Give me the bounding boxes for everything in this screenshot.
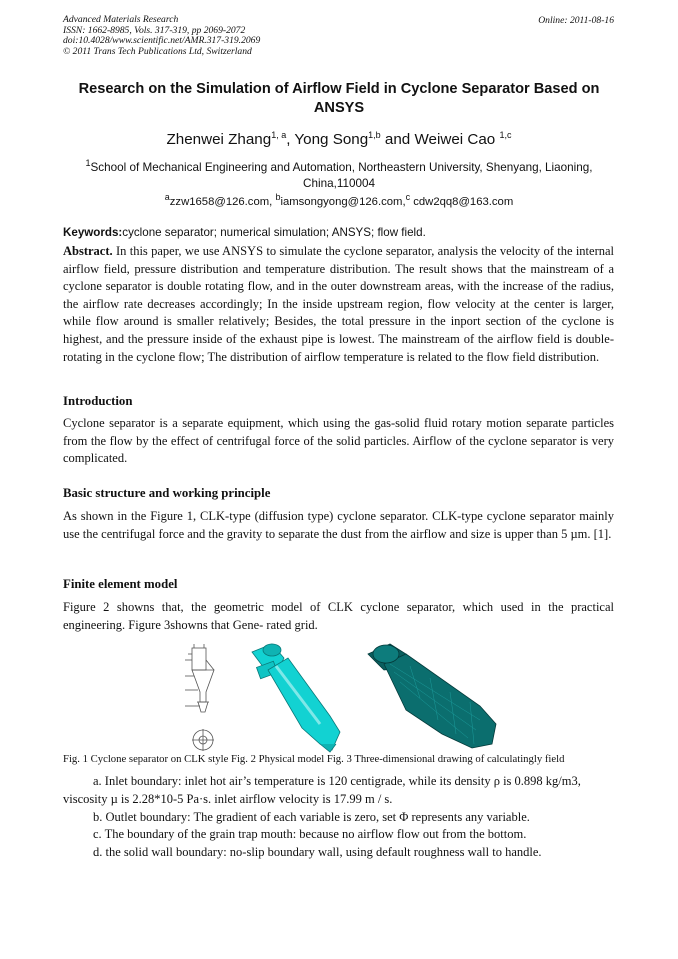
author-name: Yong Song: [294, 131, 369, 149]
keywords-text: cyclone separator; numerical simulation; ANSYS; flow field.: [122, 226, 426, 239]
finite-element-paragraph: Figure 2 showns that, the geometric model of CLK cyclone separator, which used in the practical engineering. Figure 3showns that Gene- rated grid.: [63, 600, 614, 632]
author-sup: 1, a: [271, 130, 287, 140]
affiliation-text: School of Mechanical Engineering and Automation, Northeastern University, Shenyang, Liaoning, China,110004: [90, 160, 593, 190]
author-sup: 1,b: [368, 130, 381, 140]
issn-line: ISSN: 1662-8985, Vols. 317-319, pp 2069-2072: [63, 24, 246, 36]
paper-title: Research on the Simulation of Airflow Field in Cyclone Separator Based on ANSYS: [78, 81, 600, 116]
email-link[interactable]: zzw1658@126.com,: [169, 195, 276, 208]
journal-header: [63, 15, 260, 57]
abstract-text: In this paper, we use ANSYS to simulate the cyclone separator, analysis the velocity of the internal airflow field, pressure distribution and temperature distribution. The result shows that the mainstream of a cyclone separator is double rotating flow, and in the outer downstream areas, with the increase of the radius, the airflow rate decreases accordingly; In the inside upstream region, flow velocity at the center is larger, while flow around is smaller relatively; Besides, the total pressure in the inport section of the cyclone is highest, and the pressure inside of the exhaust pipe is lowest. The mainstream of the airflow field is double-rotating in the cyclone flow; The distribution of airflow temperature is related to the flow field distribution.: [63, 244, 614, 364]
section-heading-finite-element: Finite element model: [63, 577, 178, 591]
boundary-item-d: d. the solid wall boundary: no-slip boundary wall, using default roughness wall to handle.: [93, 845, 542, 859]
boundary-item-a: a. Inlet boundary: inlet hot air’s temperature is 120 centigrade, while its density ρ is 0.898 kg/m3,: [93, 774, 581, 788]
boundary-item-a-continued: viscosity µ is 2.28*10-5 Pa·s. inlet airflow velocity is 17.99 m / s.: [63, 792, 393, 806]
section-heading-introduction: Introduction: [63, 394, 133, 408]
keywords: [63, 226, 426, 239]
figure-1-clk-drawing: [185, 644, 214, 751]
affiliation-sup: 1: [85, 158, 91, 168]
email-link[interactable]: iamsongyong@126.com,: [280, 195, 406, 208]
section-heading-basic-structure: Basic structure and working principle: [63, 486, 271, 500]
email-list: [40, 192, 638, 208]
keywords-label: Keywords:: [63, 226, 123, 239]
abstract-label: Abstract.: [63, 244, 113, 258]
email-sup: a: [164, 192, 170, 202]
email-sup: c: [405, 192, 411, 202]
author-sup: 1,c: [499, 130, 512, 140]
boundary-item-b: b. Outlet boundary: The gradient of each variable is zero, set Φ represents any variable.: [93, 810, 530, 824]
boundary-item-c: c. The boundary of the grain trap mouth: because no airflow flow out from the bottom.: [93, 827, 527, 841]
introduction-paragraph: Cyclone separator is a separate equipment, which using the gas-solid fluid rotary motion separate particles from the flow by the effect of centrifugal force of the solid particles. Airflow of the cyclone separator is very complicated.: [63, 416, 614, 466]
author-separator: ,: [286, 131, 295, 149]
author-name: Zhenwei Zhang: [166, 131, 272, 149]
figures-row: [180, 640, 510, 755]
affiliation: [60, 155, 618, 192]
journal-name: Advanced Materials Research: [63, 14, 179, 25]
abstract: [63, 243, 614, 366]
email-sup: b: [275, 192, 281, 202]
figure-3-mesh-grid: [368, 644, 496, 748]
online-date: Online: 2011-08-16: [538, 15, 614, 26]
author-list: [40, 130, 638, 148]
basic-structure-paragraph: As shown in the Figure 1, CLK-type (diffusion type) cyclone separator. CLK-type cyclone separator mainly use the centrifugal force and the gravity to separate the dust from the airflow and size is upper than 5 µm. [1].: [63, 509, 614, 541]
author-name: Weiwei Cao: [414, 131, 500, 149]
figure-2-physical-model: [252, 644, 340, 752]
figure-caption: Fig. 1 Cyclone separator on CLK style Fig. 2 Physical model Fig. 3 Three-dimensional drawing of calculatingly field: [63, 753, 565, 765]
doi-line: doi:10.4028/www.scientific.net/AMR.317-319.2069: [63, 35, 261, 47]
author-separator: and: [380, 131, 415, 149]
copyright-line: © 2011 Trans Tech Publications Ltd, Switzerland: [63, 45, 252, 57]
email-link[interactable]: cdw2qq8@163.com: [410, 195, 514, 208]
